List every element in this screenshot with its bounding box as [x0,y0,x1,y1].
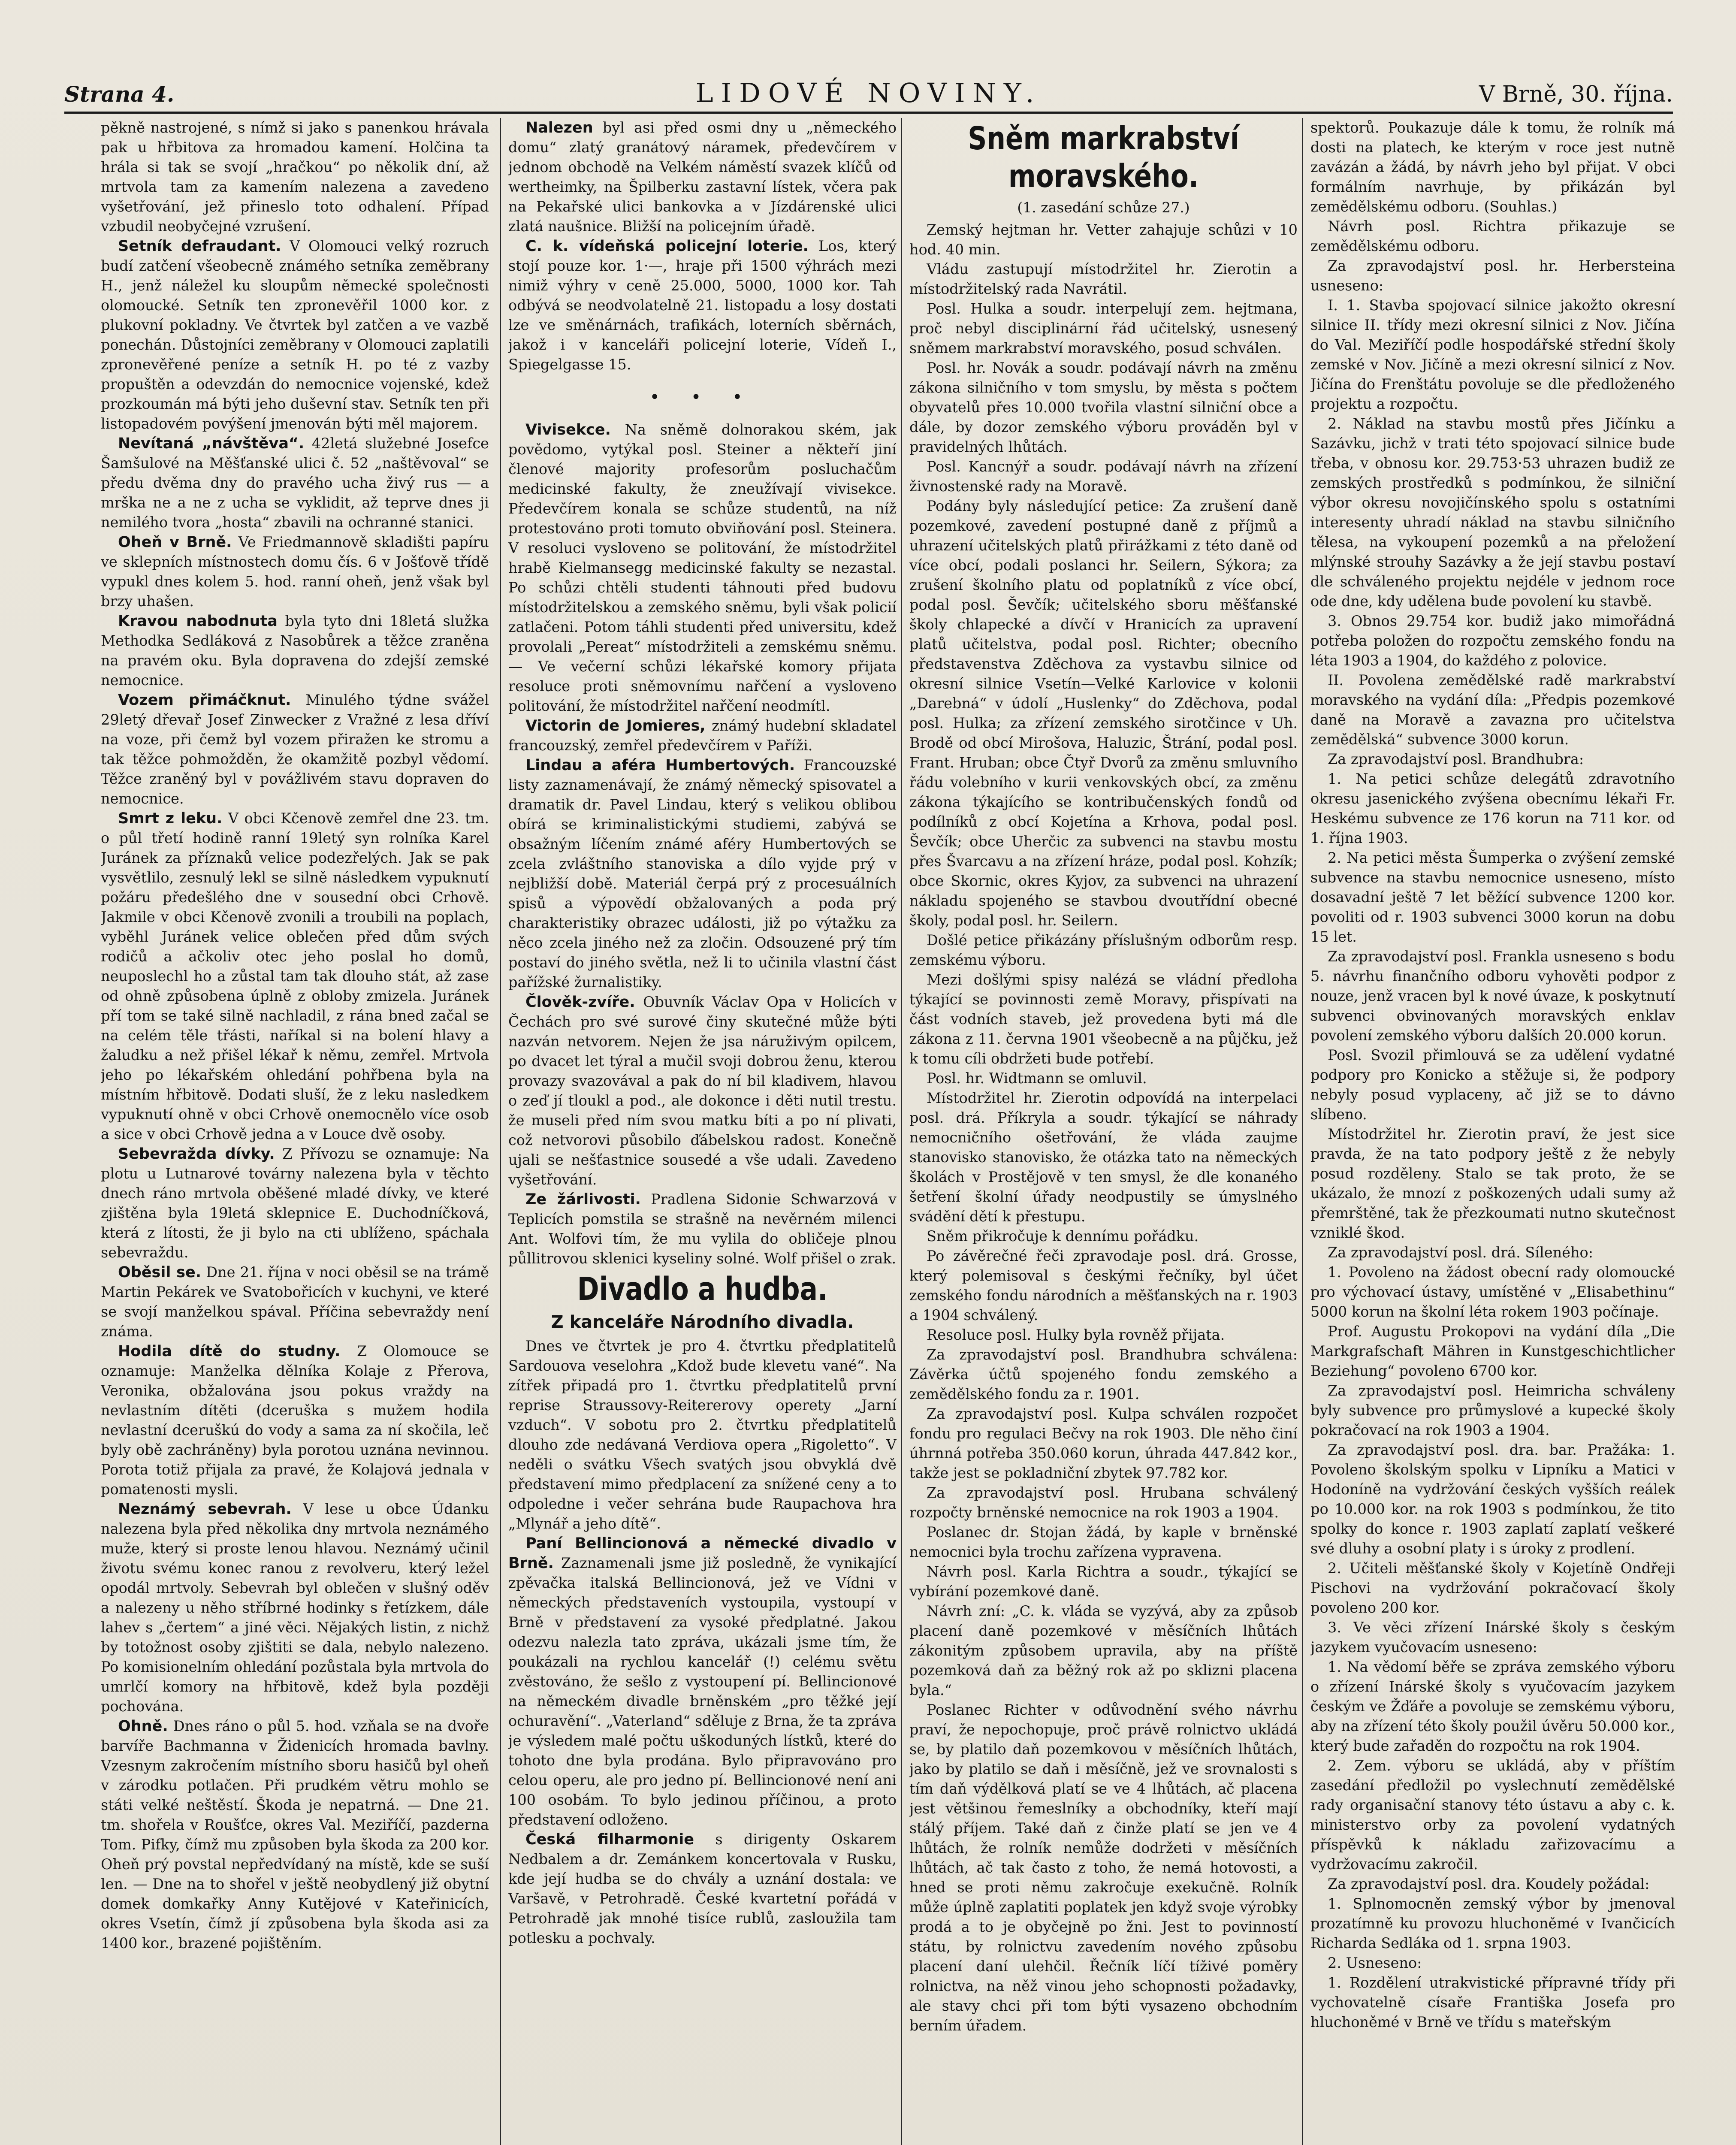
article-text: V lese u obce Údanku nalezena byla před několika dny mrtvola neznámého muže, který si proste lenou hlavou. Neznámý učinil životu svému konec ranou z revolveru, který ležel opodál mrtvoly. Sebevrah byl oblečen v slušný oděv a nalezeny u něho stříbrné hodinky s řetízkem, dále lahev s „čertem“ a jiné věci. Nějakých listin, z nichž by totožnost osoby zjištiti se dala, nebylo nalezeno. Po komisionelním ohledání pozůstala byla mrtvola do umrlčí komory na hřbitově, kdež byla později pochována. [101,1501,489,1715]
article-text: Na sněmě dolnorakou ském, jak povědomo, vytýkal posl. Steiner a někteří jiní členové majority profesorům posluchačům medicinské fakulty, že zneužívají vivisekce. Předevčírem konala se schůze studentů, na níž protestováno proti tomuto obviňování posl. Steinera. V resoluci vysloveno se politování, že místodržitel hrabě Kielmansegg medicinské fakulty se nezastal. Po schůzi chtěli studenti táhnouti před budovu místodržitelskou a zemského sněmu, byli však policií zatlačeni. Potom táhli studenti před universitu, kdež provolali „Pereat“ místodržiteli a zemskému sněmu. — Ve večerní schůzi lékařské komory přijata resoluce proti sněmovnímu nařčení a vysloveno politování, že místodržitel nařčení neodmítl. [508,421,897,714]
article-paragraph [909,1523,1298,1562]
article-paragraph [1310,1756,1675,1874]
article-paragraph [909,1088,1298,1227]
article-heading: Setník defraudant. [118,238,281,255]
article-paragraph [909,931,1298,970]
article-paragraph [1310,414,1675,611]
column-2 [508,118,897,2145]
article-paragraph [909,1227,1298,1246]
article-paragraph [1310,118,1675,217]
column-4 [1310,118,1675,2145]
article-heading: Paní Bellincionová a německé divadlo v Brně. [508,1535,897,1572]
article-paragraph [1310,1894,1675,1953]
article-text: Za zpravodajství posl. Hrubana schválený rozpočty brněnské nemocnice na rok 1903 a 1904. [909,1484,1298,1521]
article-paragraph [508,236,897,375]
article-text: Za zpravodajství posl. Kulpa schválen rozpočet fondu pro regulaci Bečvy na rok 1903. Dle něho činí úhrnná potřeba 350.060 korun, úhrada 447.842 kor., takže jest se pokladniční zbytek 97.782 kor. [909,1405,1298,1481]
article-text: Dne 21. října v noci oběsil se na trámě Martin Pekárek ve Svatobořicích v kuchyni, ve které se svojí manželkou spával. Příčina sebevraždy není známa. [101,1264,489,1340]
column-rule [901,118,902,2145]
article-text: 1. Na petici schůze delegátů zdravotního okresu jasenického zvýšena obecnímu lékaři Fr. Heskému subvence ze 176 korun na 711 kor. od 1. října 1903. [1310,770,1675,846]
article-paragraph [909,1483,1298,1523]
article-paragraph [909,1601,1298,1700]
article-paragraph [1310,749,1675,769]
article-text: Místodržitel hr. Zierotin odpovídá na interpelaci posl. drá. Příkryla a soudr. týkající se náhrady nemocničního ošetřování, že vláda zaujme stanovisko stanovisko, že otázka tato na německých školách v Prostějově v ten smysl, že dle konaného šetření školní úřady neodpustily se úmyslného svádění dětí k přestupu. [909,1090,1298,1225]
article-paragraph [909,299,1298,358]
article-paragraph [1310,217,1675,256]
article-paragraph [508,118,897,236]
article-text: Místodržitel hr. Zierotin praví, že jest sice pravda, že na tato podpory ještě z že nebyly posud rozděleny. Stalo se tak proto, že se ukázalo, že mnozí z poškozených udali sumy až přemrštěné, tak že přezkoumati nutno skutečnost vzniklé škod. [1310,1126,1675,1241]
article-paragraph [1310,296,1675,414]
article-paragraph [1310,611,1675,671]
article-paragraph [909,457,1298,496]
article-text: 2. Usneseno: [1328,1955,1422,1971]
article-paragraph [1310,1973,1675,2032]
article-paragraph [1310,1440,1675,1559]
article-paragraph [909,1345,1298,1404]
article-paragraph [1310,1657,1675,1756]
article-text: Za zpravodajství posl. Heimricha schváleny byly subvence pro průmyslové a kupecké školy pokračovací na rok 1903 a 1904. [1310,1382,1675,1438]
article-text: byl asi před osmi dny u „německého domu“ zlatý granátový náramek, předevčírem v jednom obchodě na Velkém náměstí svazek klíčů od wertheimky, na Špilberku zastavní lístek, včera pak na Pekařské ulici bankovka a v Jízdárenské ulici zlatá naušnice. Bližší na policejním úřadě. [508,119,897,235]
article-paragraph [508,1190,897,1269]
article-paragraph [909,1404,1298,1483]
article-paragraph [909,260,1298,299]
article-paragraph [508,716,897,755]
article-text: Posl. hr. Novák a soudr. podávají návrh na změnu zákona silničního v tom smyslu, by města s počtem obyvatelů přes 10.000 tvořila vlastní silniční obce a dále, by dozor zemského výboru prováděn byl v pravidelných lhůtách. [909,360,1298,455]
article-text: byla tyto dni 18letá služka Methodka Sedláková z Nasobůrek a těžce zraněna na pravém oku. Byla dopravena do zdejší zemské nemocnice. [101,613,489,689]
article-paragraph [1310,1045,1675,1124]
article-paragraph [101,690,489,809]
article-heading: C. k. vídeňská policejní loterie. [525,238,809,255]
article-paragraph [1310,671,1675,749]
article-paragraph [101,809,489,1144]
article-text: Za zpravodajství posl. Brandhubra: [1328,751,1584,767]
article-text: Obuvník Václav Opa v Holicích v Čechách pro své surové činy skutečné může býti nazván netvorem. Nejen že jsa náruživým opilcem, po dvacet let týral a mučil svoji dobrou ženu, kterou provazy svazovával a pak do ní bil kladivem, hlavou o zeď jí tloukl a pod., ale dokonce i děti nutil trestu. že museli před ním svou matku bíti a po ní plivati, což netvorovi působilo ďábelskou radost. Konečně ujali se nešťastnice sousedé a vše udali. Zavedeno vyšetřování. [508,994,897,1188]
article-text: 2. Zem. výboru se ukládá, aby v příštím zasedání předložil po vyslechnutí zemědělské rady organisační stanovy této ústavu a aby c. k. ministerstvo orby za povolení vydatných příspěvků k nákladu zařizovacímu a vydržovacímu zakročil. [1310,1757,1675,1873]
article-text: Pradlena Sidonie Schwarzová v Teplicích pomstila se strašně na nevěrném milenci Ant. Wolfovi tím, že mu vylila do obličeje plnou půllitrovou sklenici kyseliny solné. Wolf přišel o zrak. [508,1191,897,1267]
article-paragraph [909,1562,1298,1601]
article-text: 2. Náklad na stavbu mostů přes Jičínku a Sazávku, jichž v trati této spojovací silnice bude třeba, v obnosu kor. 29.753·53 uhrazen budiž ze zemských prostředků s podmínkou, že silniční výbor okresu novojičínského spolu s ostatními interesenty uhradí náklad na stavbu silničního tělesa, na vykoupení pozemků a na přeložení mlýnské strouhy Sazávky a že její stavbu postaví dle schváleného projektu nejdéle v jednom roce ode dne, kdy udělena bude povolení ku stavbě. [1310,415,1675,610]
article-heading: Ohně. [118,1718,168,1735]
article-heading: Hodila dítě do studny. [118,1343,341,1360]
article-heading: Vivisekce. [525,421,611,438]
article-text: Za zpravodajství posl. dra. Koudely požádal: [1328,1876,1650,1892]
issue-date: V Brně, 30. října. [1479,82,1673,107]
article-text: Vládu zastupují místodržitel hr. Zierotin a místodržitelský rada Navrátil. [909,261,1298,297]
article-text: Posl. Svozil přimlouvá se za udělení vydatné podpory pro Konicko a stěžuje si, že podpory nebyly posud vyplaceny, ač již se to dávno slíbeno. [1310,1047,1675,1123]
article-heading: Smrt z leku. [118,810,223,827]
article-heading: Kravou nabodnuta [118,613,278,630]
article-paragraph [101,1499,489,1716]
article-paragraph [1310,1874,1675,1894]
article-paragraph [1310,1124,1675,1243]
article-text: V obci Kčenově zemřel dne 23. tm. o půl třetí hodině ranní 19letý syn rolníka Karel Juránek za příznaků velice podezřelých. Jak se pak vysvětlilo, zesnulý lekl se silně následkem vypuknutí požáru předešlého dne v sousední obci Crhově. Jakmile v obci Kčenově zvonili a troubili na poplach, vyběhl Juránek velice oblečen před dům svých rodičů a ačkoliv otec jeho poslal ho domů, neuposlechl ho a zůstal tam tak dlouho stát, až zase od ohně způsobena úplně z obloby zmizela. Juránek pří tom se také silně nachladil, z rána bned začal se na celém těle třásti, naříkal si na bolení hlavy a žaludku a než přišel lékař k němu, zemřel. Mrtvola jeho po lékařském ohledání pohřbena byla na místním hřbitově. Dodati sluší, že z leku nasledkem vypuknutí ohně v obci Crhově onemocnělo více osob a sice v obci Crhově jedna a v Louce dvě osoby. [101,810,489,1142]
article-paragraph [909,358,1298,457]
article-heading: Oběsil se. [118,1264,201,1281]
column-rule [500,118,501,2145]
article-paragraph [1310,1263,1675,1322]
article-text: Posl. hr. Widtmann se omluvil. [927,1070,1147,1087]
article-text: Za zpravodajství posl. Frankla usneseno s bodu 5. návrhu finančního odboru vyhověti podpor z nouze, jenž vracen byl k nové úvaze, k poskytnutí subvenci obvinovaných moravských enklav povolení zemského výboru dalších 20.000 korun. [1310,948,1675,1044]
section-subtitle: (1. zasedání schůze 27.) [1017,199,1190,216]
article-paragraph [909,1246,1298,1325]
article-text: 3. Ve věci zřízení Inárské školy s českým jazykem vyučovacím usneseno: [1310,1619,1675,1656]
article-paragraph [508,755,897,992]
article-paragraph [101,1144,489,1263]
column-1 [101,118,489,2145]
article-text: Dnes ve čtvrtek je pro 4. čtvrtku předplatitelů Sardouova veselohra „Kdož bude klevetu vané“. Na zítřek připadá pro 1. čtvrtku předplatitelů první reprise Straussovy-Reitererovy operety „Jarní vzduch“. V sobotu pro 2. čtvrtku předplatitelů dlouho zde nedávaná Verdiova opera „Rigoletto“. V neděli o svátku Všech svatých jsou obvyklá dvě představení mimo předplacení za snížené ceny a to odpoledne i večer sehrána bude Raupachova hra „Mlynář a jeho dítě“. [508,1338,897,1532]
article-text: Zaznamenali jsme již posledně, že vynikající zpěvačka italská Bellincionová, jež ve Vídni v německých představeních vystoupila, vystoupí v Brně v představení za vysoké předplatné. Jakou odezvu nalezla tato zpráva, ukázali jsme tím, že poukázali na rychlou kancelář (!) celému světu zvěstováno, že sešlo z vystoupení pí. Bellincionové na německém divadle brněnském „pro těžké její ochuravění“. „Vaterland“ sděluje z Brna, že ta zpráva je výsledem malé počtu uškoduných lístků, které do tohoto dne byla prodána. Bylo připravováno pro celou operu, ale pro jedno pí. Bellincionové není ani 100 osobám. To bylo jedinou příčinou, a proto představení odloženo. [508,1555,897,1828]
article-paragraph [1310,947,1675,1045]
article-paragraph [101,611,489,690]
article-heading: Ze žárlivosti. [525,1191,641,1208]
article-paragraph [508,1336,897,1534]
article-paragraph [101,1716,489,1953]
column-3 [909,118,1298,2145]
article-paragraph [508,1830,897,1948]
article-paragraph [101,118,489,236]
article-text: I. 1. Stavba spojovací silnice jakožto okresní silnice II. třídy mezi okresní silnici z Nov. Jičína do Val. Meziříčí podle hospodářské střední školy zemské v Nov. Jičíně a mezi okresní silnicí z Nov. Jičína do Frenštátu povoluje se dle předloženého projektu a rozpočtu. [1310,297,1675,412]
article-paragraph [508,420,897,716]
article-paragraph [1310,1618,1675,1657]
article-text: Podány byly následující petice: Za zrušení daně pozemkové, zavedení postupné daně z příjmů a uhrazení učitelských platů přirážkami z této daně od více obcí, podali poslanci hr. Seilern, Sýkora; za zrušení školního platu od poplatníků z více obcí, podal posl. Ševčík; učitelského sboru měšťanské školy chlapecké a dívčí v Hranicích za upravení platů učitelstva, podal posl. Richter; obecního představenstva Zděchova za vystavbu silnice od okresní silnice Vsetín—Velké Karlovice v kolonii „Darebná“ v údolí „Huslenky“ do Zděchova, podal posl. Hulka; za zřízení zemského sirotčince v Uh. Brodě od obcí Mirošova, Haluzic, Štrání, podal posl. Frant. Hruban; obce Čtyř Dvorů za změnu smluvního řádu volebního v kurii venkovských obcí, za změnu zákona týkajícího se kontribučenských fondů od podílníků z obcí Kojetína a Krhova, podal posl. Ševčík; obce Uherčic za subvenci na stavbu mostu přes Švarcavu a na zřízení hráze, podal posl. Kohzík; obce Skornic, okres Kyjov, za subvenci na uhrazení nákladu spojeného se stavbou dvoutřídní obecné školy, podal posl. hr. Seilern. [909,498,1298,929]
article-text: Za zpravodajství posl. drá. Síleného: [1328,1244,1593,1261]
article-paragraph [1310,1953,1675,1973]
section-title: Divadlo a hudba. [577,1271,828,1308]
article-paragraph [909,1325,1298,1345]
article-text: Po závěrečné řeči zpravodaje posl. drá. Grosse, který polemisoval s českými řečníky, byl účet zemského fondu národních a měšťanských na r. 1903 a 1904 schválený. [909,1248,1298,1323]
article-paragraph [909,220,1298,260]
article-text: V Olomouci velký rozruch budí zatčení všeobecně známého setníka zeměbrany H., jenž náležel ku sloupům německé společnosti olomoucké. Setník ten zpronevěřil 1000 kor. z plukovní pokladny. Ve čtvrtek byl zatčen a ve vazbě ponechán. Důstojníci zeměbrany v Olomouci zaplatili zpronevěřené peníze a setník H. po té z vazby propuštěn a odevzdán do nemocnice vojenské, kdež prozkoumán má býti jeho duševní stav. Setník ten při listopadovém povýšení jmenován býti měl majorem. [101,238,489,432]
article-text: 1. Splnomocněn zemský výbor by jmenoval prozatímně ku provozu hluchoněmé v Ivančicích Richarda Sedláka od 1. srpna 1903. [1310,1895,1675,1952]
article-paragraph [1310,1381,1675,1440]
article-paragraph [1310,848,1675,947]
section-heading: Z kanceláře Národního divadla. [551,1312,854,1332]
article-text: Z Olomouce se oznamuje: Manželka dělníka Kolaje z Přerova, Veronika, obžalována jsou pokus vraždy na nevlastním dítěti (dceruška s mužem hodila nevlastní dceruškú do vody a sama za ní skočila, leč byly obě zachráněny) byla porotou uznána nevinnou. Porota totiž přijala za pravé, že Kolajová jednala v pomatenosti mysli. [101,1343,489,1498]
newspaper-title: LIDOVÉ NOVINY. [695,77,1042,109]
article-paragraph [1310,769,1675,848]
article-text: Zemský hejtman hr. Vetter zahajuje schůzi v 10 hod. 40 min. [909,221,1298,258]
article-heading: Česká filharmonie [525,1831,694,1848]
article-paragraph [1310,1322,1675,1381]
article-text: 3. Obnos 29.754 kor. budiž jako mimořádná potřeba položen do rozpočtu zemského fondu na léta 1903 a 1904, do každého z polovice. [1310,613,1675,669]
article-text: Dnes ráno o půl 5. hod. vzňala se na dvoře barvíře Bachmanna v Židenicích hromada bavlny. Vzesnym zakročením místního sboru hasičů byl oheň v zárodku potlačen. Při prudkém větru mohlo se státi velké neštěstí. Škoda je nepatrná. — Dne 21. tm. shořela v Roušťce, okres Val. Meziříčí, pazderna Tom. Pifky, čímž mu způsoben byla škoda za 200 kor. Oheň prý povstal nepředvídaný na místě, kde se suší len. — Dne na to shořel v ještě neobydlený již obytní domek domkařky Anny Kutějové v Kateřinicích, okres Vsetín, čímž jí způsobena byla škoda asi za 1400 kor., brazené pojištěním. [101,1718,489,1952]
article-heading: Oheň v Brně. [118,534,232,551]
article-text: Návrh posl. Karla Richtra a soudr., týkající se vybírání pozemkové daně. [909,1563,1298,1600]
column-rule [1302,118,1303,2145]
article-text: 42letá služebné Josefce Šamšulové na Měšťanské ulici č. 52 „naštěvoval“ se předu dvěma dny do pravého ucha živý rus — a mrška ne a ne z ucha se vyklidit, až teprve dnes ji nemilého tvora „hosta“ zbavili na ochranné stanici. [101,435,489,531]
article-text: II. Povolena zemědělské radě markrabství moravského na vydání díla: „Předpis pozemkové daně na Moravě a zavazna pro učitelstva zemědělská“ subvence 3000 korun. [1310,672,1675,748]
article-text: Posl. Kancnýř a soudr. podávají návrh na zřízení živnostenské rady na Moravě. [909,458,1298,495]
article-text: Ve Friedmannově skladišti papíru ve sklepních místnostech domu čís. 6 v Jošťově třídě vypukl dnes kolem 5. hod. ranní oheň, jenž však byl brzy uhašen. [101,534,489,610]
article-text: Francouzské listy zaznamenávají, že známý německý spisovatel a dramatik dr. Pavel Lindau, který s velikou oblibou obírá se kriminalistickými studiemi, zabývá se obsažným líčením známé aféry Humbertových se zcela zvláštního stanoviska a dílo vyjde prý v nejbližší době. Materiál čerpá prý z procesuálních spisů a výpovědí obžalovaných a poda prý charakteristiky obrazec události, již po výtažku za něco zcela jiného než za zločin. Odsouzené prý tím postaví do jiného světla, než li to učinila vlastní část pařížské žurnalistiky. [508,757,897,991]
article-text: 2. Učiteli měšťanské školy v Kojetíně Ondřeji Pischovi na vydržování pokračovací školy povoleno 200 kor. [1310,1560,1675,1616]
article-paragraph [508,1534,897,1830]
article-heading: Sebevražda dívky. [118,1145,275,1163]
article-text: Návrh posl. Richtra přikazuje se zemědělskému odboru. [1310,218,1675,254]
article-text: s dirigenty Oskarem Nedbalem a dr. Zemánkem koncertovala v Rusku, kde její hudba se do chvály a uznání dostala: ve Varšavě, v Petrohradě. České kvartetní pořádá v Petrohradě jak mnohé tisíce rublů, zasloužila tam potlesku a pochvaly. [508,1831,897,1946]
section-title: Sněm markrabství moravského. [968,120,1239,195]
page-number: Strana 4. [64,82,175,107]
article-text: Poslanec dr. Stojan žádá, by kaple v brněnské nemocnici byla trochu zařízena vypravena. [909,1524,1298,1560]
article-text: 1. Povoleno na žádost obecní rady olomoucké pro výchovací ústavy, umístěné v „Elisabethinu“ 5000 korun na školní léta rokem 1903 počínaje. [1310,1264,1675,1320]
separator-stars: • • • [649,387,755,407]
article-heading: Nalezen [525,119,593,136]
article-heading: Vozem přimáčknut. [118,692,291,709]
article-text: 2. Na petici města Šumperka o zvýšení zemské subvence na stavbu nemocnice usneseno, místo dosavadní ještě 7 let běžící subvence 1200 kor. povoliti od r. 1903 subvenci 3000 korun na dobu 15 let. [1310,849,1675,945]
article-text: Prof. Augustu Prokopovi na vydání díla „Die Markgrafschaft Mähren in Kunstgeschichtlicher Beziehung“ povoleno 6700 kor. [1310,1323,1675,1379]
article-paragraph [909,970,1298,1069]
article-text: Los, který stojí pouze kor. 1·—, hraje při 1500 výhrách mezi nimiž výhry v ceně 25.000, 5000, 1000 kor. Tah odbývá se neodvolatelně 21. listopadu a losy dostati lze ve směnárnách, trafikách, loterních sběrnách, jakož i v kanceláři policejní loterie, Vídeň I., Spiegelgasse 15. [508,238,897,373]
article-text: Minulého týdne svážel 29letý dřevař Josef Zinwecker z Vražné z lesa dříví na voze, při čemž byl vozem přiražen ke stromu a tak těžce pohmožděn, že okamžitě pozbyl vědomí. Těžce zraněný byl v povážlivém stavu dopraven do nemocnice. [101,692,489,807]
article-text: Posl. Hulka a soudr. interpelují zem. hejtmana, proč nebyl disciplinární řád učitelský, usnesený sněmem markrabství moravského, posud schválen. [909,300,1298,356]
article-paragraph [1310,256,1675,296]
article-text: 1. Na vědomí běře se zpráva zemského výboru o zřízení Inárské školy s vyučovacím jazykem českým ve Žďáře a povoluje se zemskému výboru, aby na zřízení této školy použil úvěru 50.000 kor., který bude zařaděn do rozpočtu na rok 1904. [1310,1659,1675,1754]
article-paragraph [508,992,897,1190]
article-heading: Nevítaná „návštěva“. [118,435,305,452]
article-text: Návrh zní: „C. k. vláda se vyzývá, aby za způsob placení daně pozemkové v měsíčních lhůtách zákonitým způsobem upravila, aby na příště pozemková daň za běžný rok až po sklizni placena byla.“ [909,1603,1298,1698]
article-text: Sněm přikročuje k dennímu pořádku. [927,1228,1199,1245]
article-heading: Victorin de Jomieres, [525,717,706,734]
article-text: 1. Rozdělení utrakvistické přípravné třídy při vychovatelně císaře Františka Josefa pro hluchoněmé v Brně ve třídu s mateřským [1310,1974,1675,2030]
article-paragraph [101,532,489,611]
article-heading: Neznámý sebevrah. [118,1501,292,1518]
article-heading: Člověk-zvíře. [525,994,635,1011]
article-paragraph [101,1263,489,1341]
article-text: Za zpravodajství posl. hr. Herbersteina usneseno: [1310,257,1675,294]
article-text: známý hudební skladatel francouzský, zemřel předevčírem v Paříži. [508,717,897,754]
article-text: Za zpravodajství posl. Brandhubra schválena: Závěrka účtů spojeného fondu zemského a zemědělského fondu za r. 1901. [909,1346,1298,1402]
article-paragraph [101,236,489,434]
article-text: Za zpravodajství posl. dra. bar. Pražáka: 1. Povoleno školským spolku v Lipníku a Matici v Hodoníně na vydržování českých vyšších reálek po 10.000 kor. na rok 1903 s podmínkou, že tito spolky do konce r. 1903 zaplatí zaplatí veškeré své dluhy a osobní platy i s úroky z prodlení. [1310,1441,1675,1557]
article-text: Z Přívozu se oznamuje: Na plotu u Lutnarové továrny nalezena byla v těchto dnech ráno mrtvola oběšené mladé dívky, ve které zjištěna byla 19letá sklepnice E. Duchodníčková, která z lítosti, že ji bylo na cti ublíženo, spáchala sebevraždu. [101,1145,489,1261]
article-paragraph [909,496,1298,931]
article-paragraph [909,1069,1298,1088]
article-text: Mezi došlými spisy nalézá se vládní předloha týkající se povinnosti země Moravy, přispívati na část vodních staveb, jež provedena byti má dle zákona z 11. června 1901 všeobecně a na půjčku, jež k tomu cíli obdržeti bude potřebí. [909,971,1298,1067]
article-paragraph [909,1700,1298,2036]
article-text: Došlé petice přikázány příslušným odborům resp. zemskému výboru. [909,932,1298,968]
article-text: Resoluce posl. Hulky byla rovněž přijata. [927,1326,1225,1343]
article-text: Poslanec Richter v odůvodnění svého návrhu praví, že nepochopuje, proč právě rolnictvo ukládá se, by platilo daň pozemkovou v měsíčních lhůtách, jako by platilo se daň i měsíčně, jež ve srovnalosti s tím daň výdělková platí se ve 4 lhůtách, ač placena jest většinou řemeslníky a obchodníky, kteří mají stálý příjem. Také daň z činže platí se jen ve 4 lhůtách, že rolník nemůže dodržeti v měsíčních lhůtách, ač tak často z toho, že nemá hotovosti, a hned se proti němu zakročuje exekučně. Rolník může úplně zaplatiti poplatek jen když svoje výrobky prodá a to je obyčejně po žni. Jest to povinností státu, by rolnictvu zavedením nového způsobu placení daní ulehčil. Řečník líčí tíživé poměry rolnictva, na něž vinou jeho schopnosti požadavky, ale stavy chci při tom býti vysazeno obchodním berním úřadem. [909,1701,1298,2034]
article-text: pěkně nastrojené, s nímž si jako s panenkou hrávala pak u hřbitova za hromadou kamení. Holčina ta hrála si tak se svojí „hračkou“ po několik dní, až mrtvola tam za kamením nalezena a zavedeno vyšetřování, jež přineslo toto odhalení. Případ vzbudil neobyčejné vzrušení. [101,119,489,235]
article-paragraph [1310,1243,1675,1263]
article-paragraph [101,1341,489,1499]
article-paragraph [101,434,489,532]
article-text: spektorů. Poukazuje dále k tomu, že rolník má dosti na platech, ke kterým v roce jest nutně zavázán a žádá, by návrh jeho byl přijat. V obci formálním navrhuje, by přikázán byl zemědělskému odboru. (Souhlas.) [1310,119,1675,215]
article-paragraph [1310,1559,1675,1618]
page-header [64,73,1673,114]
article-heading: Lindau a aféra Humbertových. [525,757,795,774]
